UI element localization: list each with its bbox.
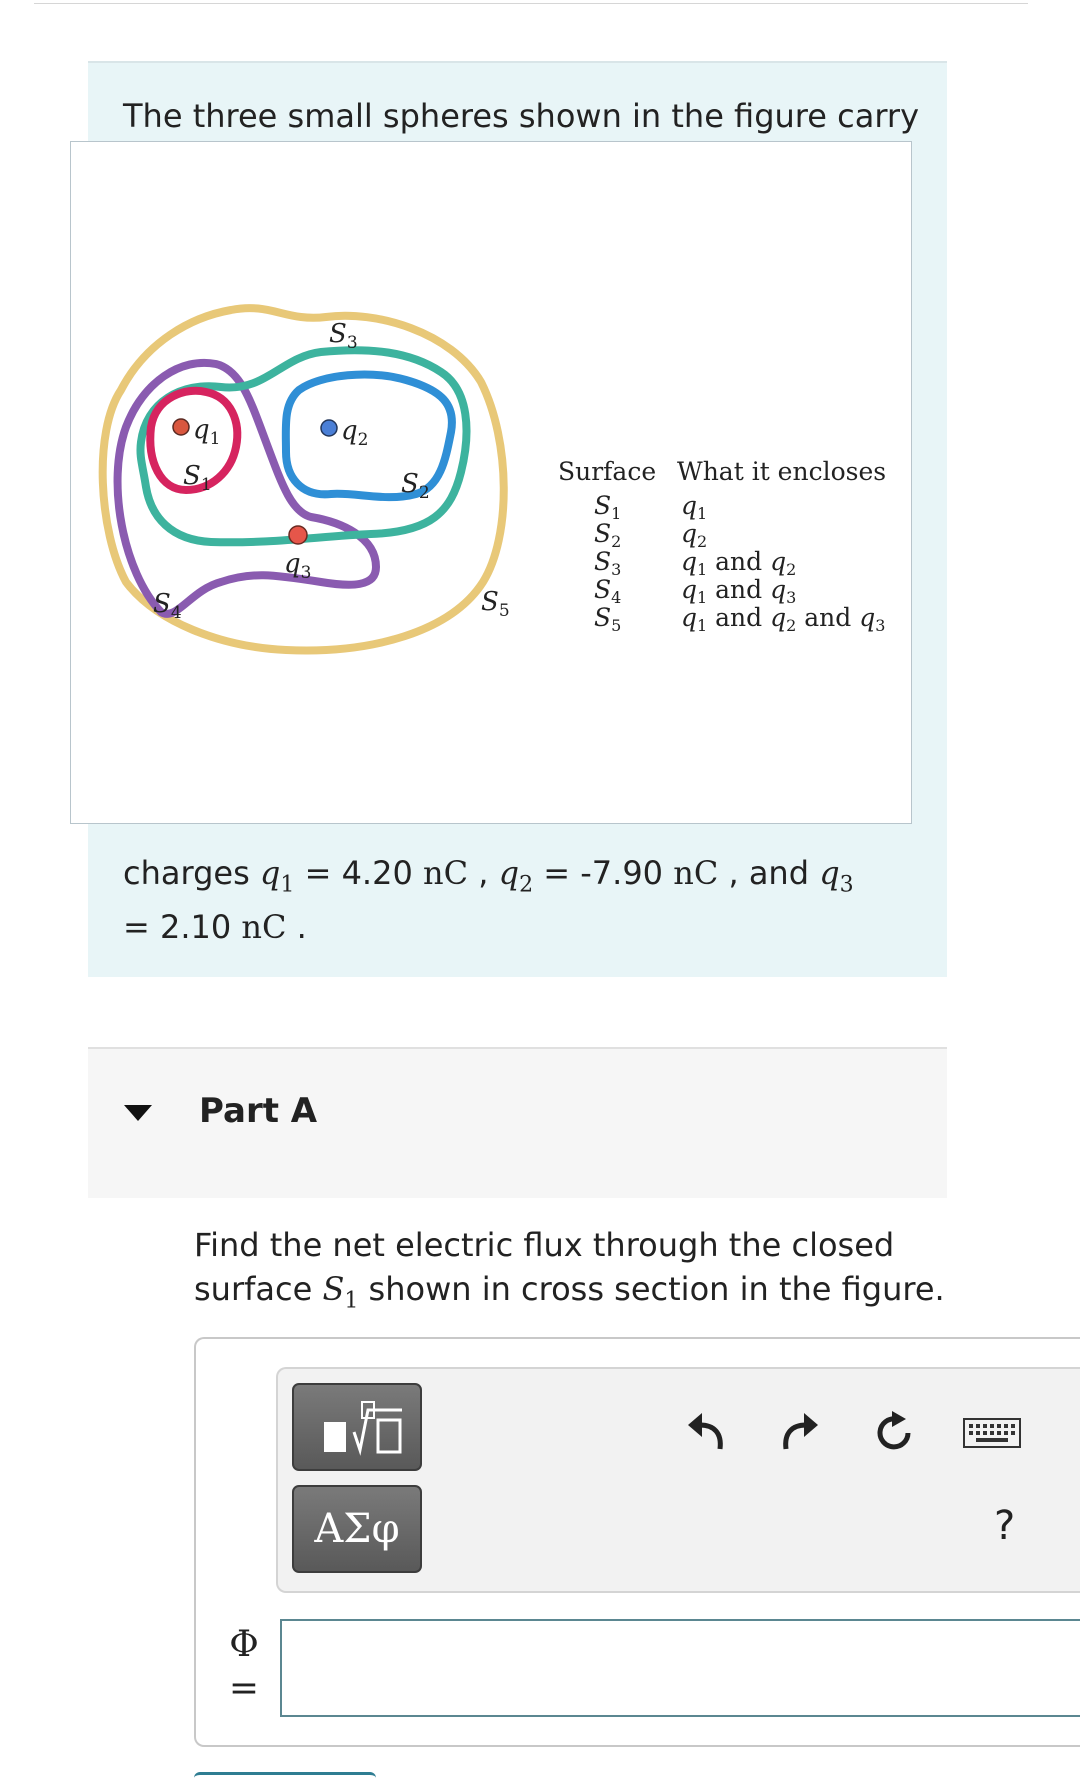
- collapse-caret-icon[interactable]: [124, 1105, 152, 1121]
- intro-lead-text: The three small spheres shown in the figure carry: [123, 97, 919, 135]
- charge-q3-sphere: [289, 526, 307, 544]
- help-button[interactable]: ?: [994, 1503, 1016, 1549]
- table-row-s1: $S_1$: [594, 491, 622, 523]
- equals-sign: =: [228, 1668, 260, 1709]
- flux-answer-input[interactable]: [280, 1619, 1080, 1717]
- gauss-surfaces-figure: [71, 142, 913, 825]
- undo-icon[interactable]: [684, 1409, 728, 1453]
- table-enc-5: $q_1$ and $q_2$ and $q_3$: [681, 603, 886, 635]
- problem-intro: [88, 61, 947, 977]
- charge-label-q1: $q_1$: [193, 415, 221, 449]
- table-row-s4: $S_4$: [594, 575, 622, 607]
- reset-icon[interactable]: [870, 1409, 918, 1457]
- table-row-s2: $S_2$: [594, 519, 622, 551]
- charge-q1-sphere: [173, 419, 189, 435]
- charge-label-q3: $q_3$: [284, 549, 312, 583]
- q2-value: = -7.90: [533, 854, 674, 892]
- question-text: Find the net electric flux through the closed surface $S_1$ shown in cross section in the figure.: [194, 1226, 945, 1314]
- phi-symbol: Φ: [229, 1624, 259, 1665]
- answer-panel: [194, 1337, 1080, 1747]
- q1-unit: nC: [422, 854, 469, 892]
- part-a-header[interactable]: [88, 1047, 947, 1198]
- redo-icon[interactable]: [778, 1409, 822, 1453]
- templates-icon: [302, 1392, 412, 1462]
- answer-label: [224, 1623, 264, 1711]
- surface-label-s5: $S_5$: [481, 587, 510, 621]
- q3-value: = 2.10: [123, 908, 242, 947]
- figure: [70, 141, 912, 824]
- q3-symbol: $q_3$: [819, 854, 854, 898]
- templates-button[interactable]: [292, 1383, 422, 1471]
- surface-label-s4: $S_4$: [153, 589, 182, 623]
- charges-prefix: charges: [123, 854, 260, 892]
- greek-symbols-button[interactable]: ΑΣφ: [292, 1485, 422, 1573]
- top-divider: [34, 3, 1028, 4]
- q2-symbol: $q_2$: [498, 854, 534, 898]
- charge-label-q2: $q_2$: [341, 416, 369, 450]
- math-toolbar: [276, 1367, 1080, 1593]
- keyboard-icon[interactable]: [962, 1417, 1022, 1451]
- table-enc-2: $q_2$: [681, 519, 708, 551]
- q3-unit: nC: [241, 908, 287, 947]
- table-enc-4: $q_1$ and $q_3$: [681, 575, 797, 607]
- q1-value: = 4.20: [294, 854, 423, 892]
- table-row-s5: $S_5$: [594, 603, 622, 635]
- surface-s4-curve: [118, 363, 376, 614]
- charges-text: charges $q_1 = 4.20$ nC , $q_2 = -7.90$ nC , and $q_3 = 2.10$ nC .: [123, 854, 854, 947]
- surface-label-s2: $S_2$: [401, 469, 430, 503]
- q1-symbol: $q_1$: [259, 854, 295, 898]
- table-header-surface: Surface: [558, 457, 657, 486]
- table-enc-3: $q_1$ and $q_2$: [681, 547, 797, 579]
- surface-label-s3: $S_3$: [329, 319, 358, 353]
- surface-label-s1: $S_1$: [183, 461, 212, 495]
- table-header-encloses: What it encloses: [677, 457, 887, 486]
- submit-button-edge[interactable]: [194, 1772, 376, 1785]
- part-title: Part A: [199, 1091, 318, 1131]
- surface-s2-curve: [286, 375, 452, 498]
- charge-q2-sphere: [321, 420, 337, 436]
- table-enc-1: $q_1$: [681, 491, 708, 523]
- q2-unit: nC: [673, 854, 719, 892]
- surface-symbol: $S_1$: [322, 1270, 359, 1314]
- table-row-s3: $S_3$: [594, 547, 622, 579]
